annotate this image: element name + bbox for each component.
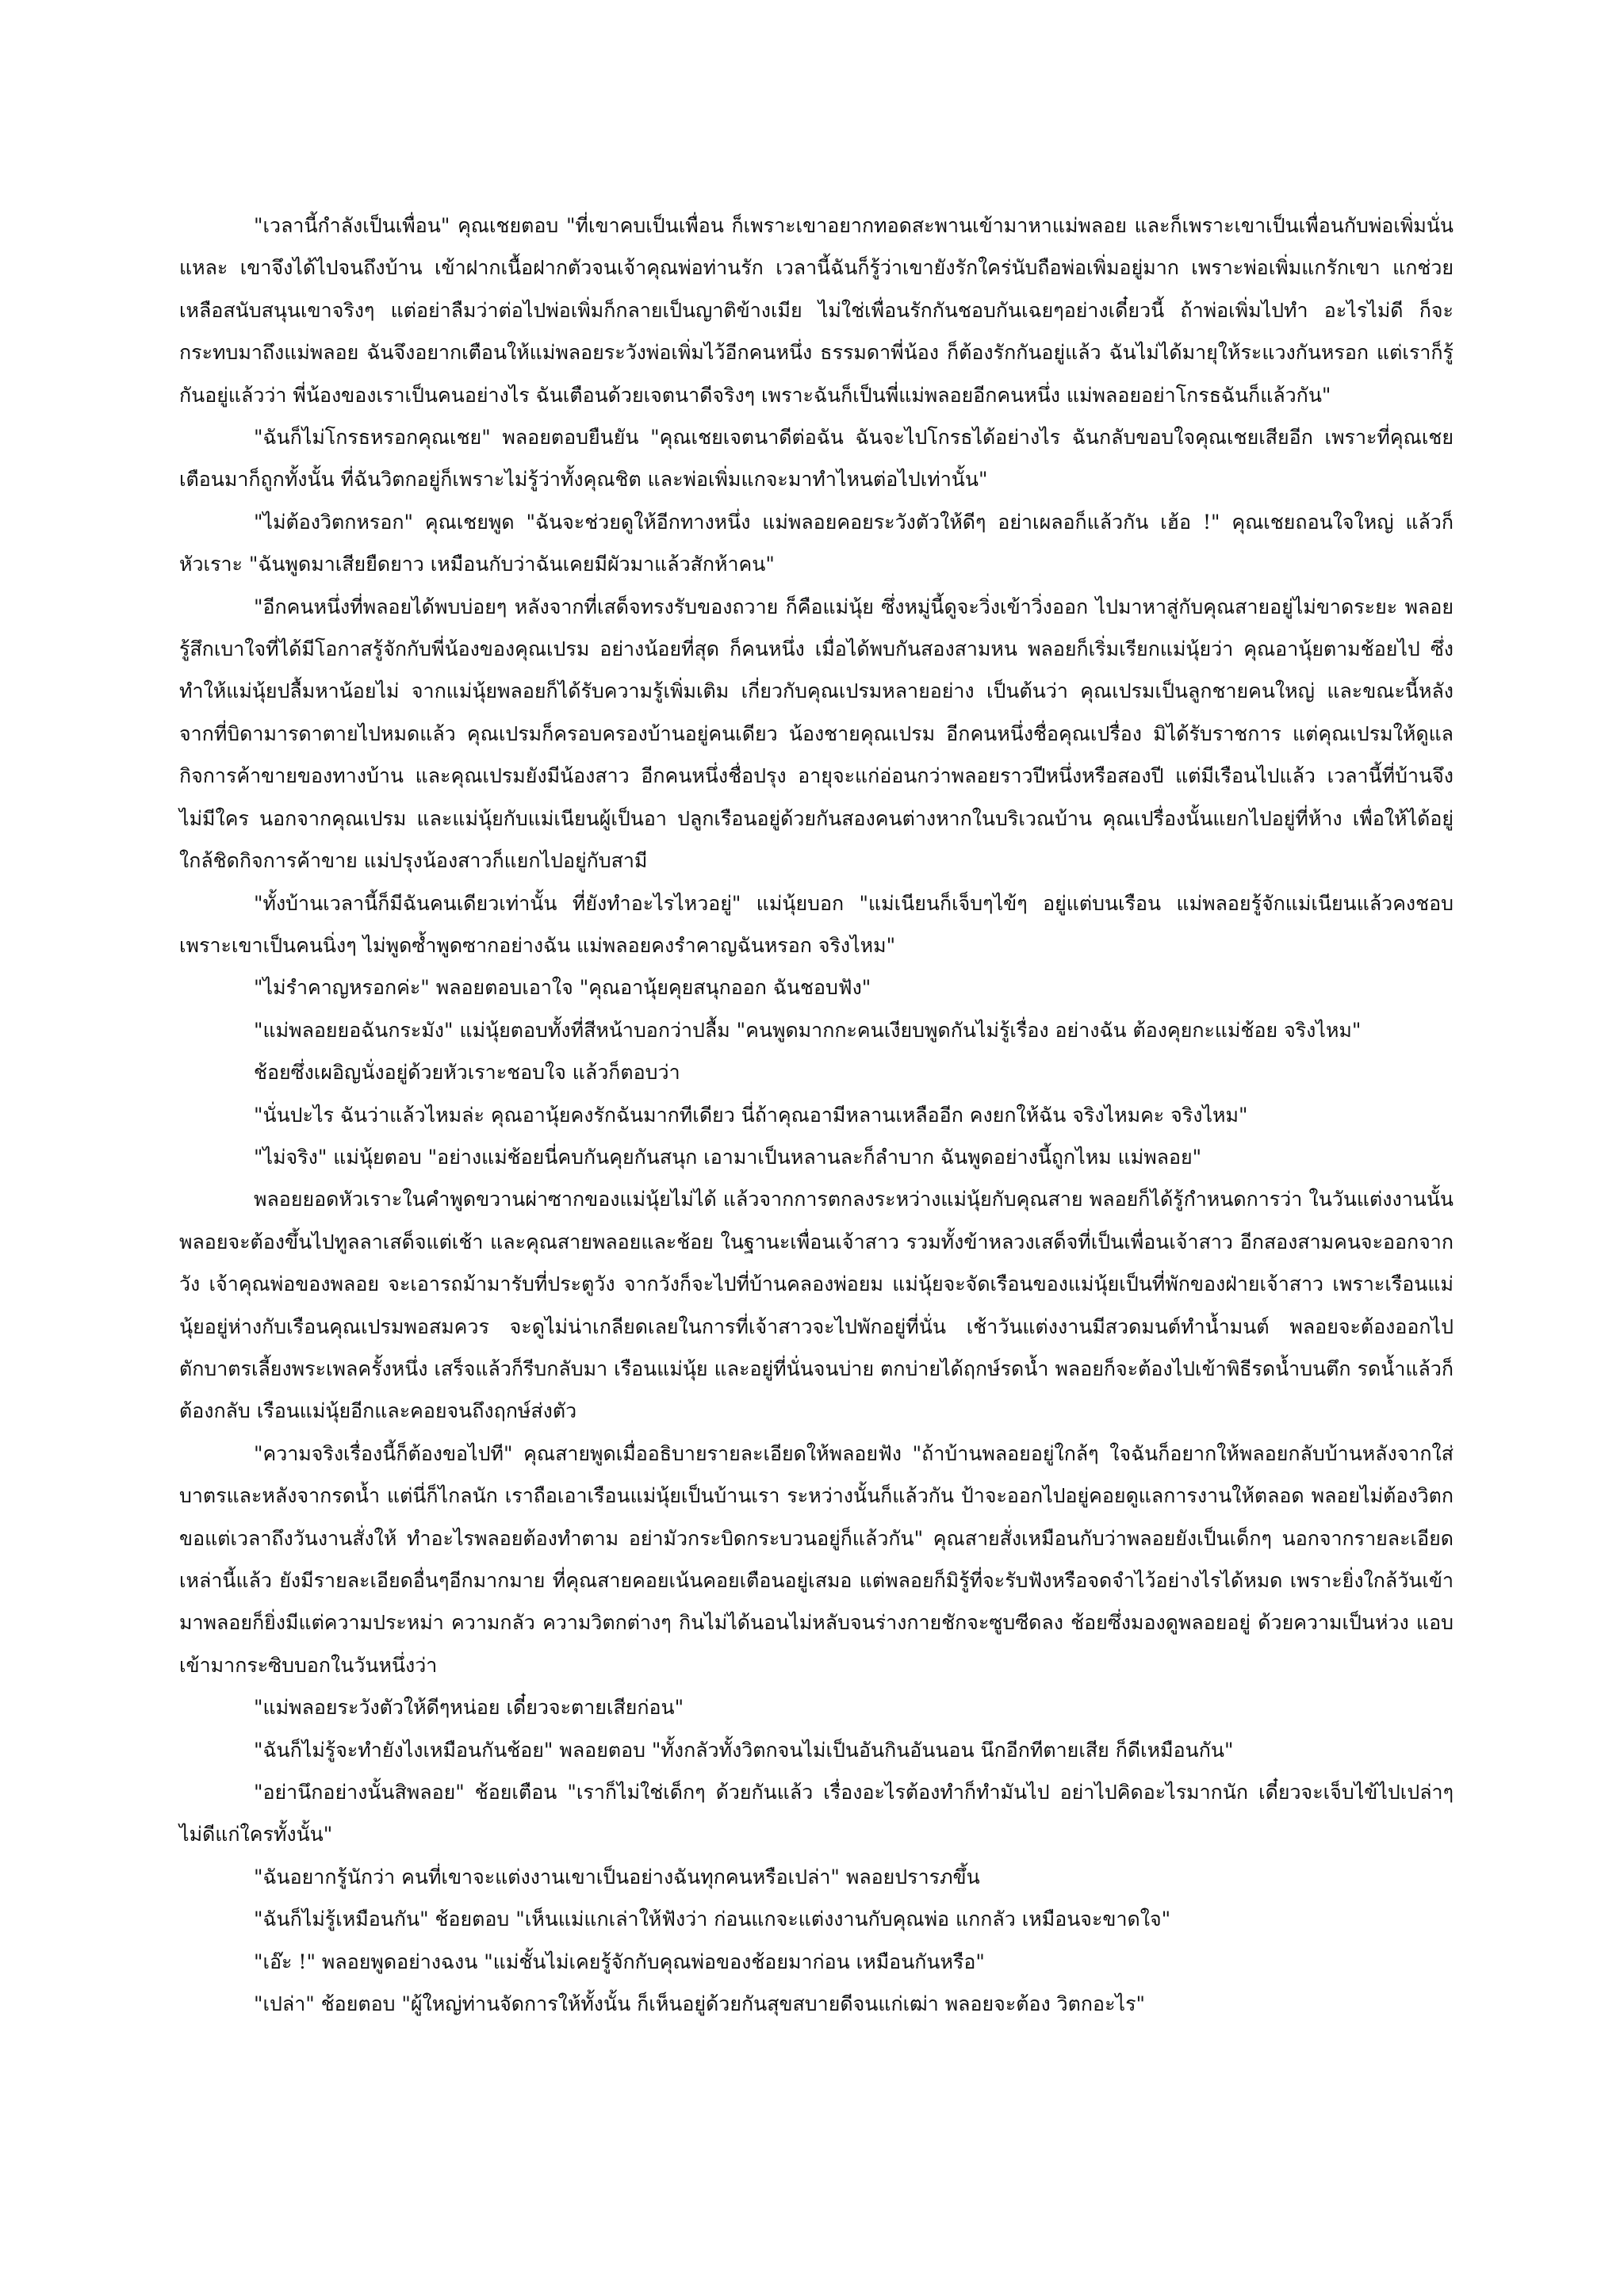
paragraph: "เวลานี้กำลังเป็นเพื่อน" คุณเชยตอบ "ที่เขาคบเป็นเพื่อน ก็เพราะเขาอยากทอดสะพานเข้ามาหาแม่พลอย และก็เพราะเขาเป็นเพื่อนกับพ่อเพิ่มนั่นแหละ เขาจึงได้ไปจนถึงบ้าน เข้าฝากเนื้อฝากตัวจนเจ้าคุณพ่อท่านรัก เวลานี้ฉันก็รู้ว่าเขายังรักใคร่นับถือพ่อเพิ่มอยู่มาก เพราะพ่อเพิ่มแกรักเขา แกช่วยเหลือสนับสนุนเขาจริงๆ แต่อย่าลืมว่าต่อไปพ่อเพิ่มก็กลายเป็นญาติข้างเมีย ไม่ใช่เพื่อนรักกันชอบกันเฉยๆอย่างเดี๋ยวนี้ ถ้าพ่อเพิ่มไปทำ อะไรไม่ดี ก็จะกระทบมาถึงแม่พลอย ฉันจึงอยากเตือนให้แม่พลอยระวังพ่อเพิ่มไว้อีกคนหนึ่ง ธรรมดาพี่น้อง ก็ต้องรักกันอยู่แล้ว ฉันไม่ได้มายุให้ระแวงกันหรอก แต่เราก็รู้กันอยู่แล้วว่า พี่น้องของเราเป็นคนอย่างไร ฉันเตือนด้วยเจตนาดีจริงๆ เพราะฉันก็เป็นพี่แม่พลอยอีกคนหนึ่ง แม่พลอยอย่าโกรธฉันก็แล้วกัน" xyxy=(179,214,1454,407)
paragraph: "เอ๊ะ !" พลอยพูดอย่างฉงน "แม่ชั้นไม่เคยรู้จักกับคุณพ่อของช้อยมาก่อน เหมือนกันหรือ" xyxy=(254,1950,985,1973)
paragraph: ช้อยซึ่งเผอิญนั่งอยู่ด้วยหัวเราะชอบใจ แล้วก็ตอบว่า xyxy=(254,1061,680,1085)
paragraph: พลอยยอดหัวเราะในคำพูดขวานผ่าซากของแม่นุ้ยไม่ได้ แล้วจากการตกลงระหว่างแม่นุ้ยกับคุณสาย พลอยก็ได้รู้กำหนดการว่า ในวันแต่งงานนั้น พลอยจะต้องขึ้นไปทูลลาเสด็จแต่เช้า และคุณสายพลอยและช้อย ในฐานะเพื่อนเจ้าสาว รวมทั้งข้าหลวงเสด็จที่เป็นเพื่อนเจ้าสาว อีกสองสามคนจะออกจากวัง เจ้าคุณพ่อของพลอย จะเอารถม้ามารับที่ประตูวัง จากวังก็จะไปที่บ้านคลองพ่อยม แม่นุ้ยจะจัดเรือนของแม่นุ้ยเป็นที่พักของฝ่ายเจ้าสาว เพราะเรือนแม่นุ้ยอยู่ห่างกับเรือนคุณเปรมพอสมควร จะดูไม่น่าเกลียดเลยในการที่เจ้าสาวจะไปพักอยู่ที่นั่น เช้าวันแต่งงานมีสวดมนต์ทำน้ำมนต์ พลอยจะต้องออกไปตักบาตรเลี้ยงพระเพลครั้งหนึ่ง เสร็จแล้วก็รีบกลับมา เรือนแม่นุ้ย และอยู่ที่นั่นจนบ่าย ตกบ่ายได้ฤกษ์รดน้ำ พลอยก็จะต้องไปเข้าพิธีรดน้ำบนตึก รดน้ำแล้วก็ต้องกลับ เรือนแม่นุ้ยอีกและคอยจนถึงฤกษ์ส่งตัว xyxy=(179,1188,1454,1423)
paragraph: "ทั้งบ้านเวลานี้ก็มีฉันคนเดียวเท่านั้น ที่ยังทำอะไรไหวอยู่" แม่นุ้ยบอก "แม่เนียนก็เจ็บๆไข้ๆ อยู่แต่บนเรือน แม่พลอยรู้จักแม่เนียนแล้วคงชอบ เพราะเขาเป็นคนนิ่งๆ ไม่พูดซ้ำพูดซากอย่างฉัน แม่พลอยคงรำคาญฉันหรอก จริงไหม" xyxy=(179,891,1454,957)
document-body xyxy=(179,205,1454,2025)
paragraph: "ฉันอยากรู้นักว่า คนที่เขาจะแต่งงานเขาเป็นอย่างฉันทุกคนหรือเปล่า" พลอยปรารภขึ้น xyxy=(254,1865,980,1888)
paragraph: "อย่านึกอย่างนั้นสิพลอย" ช้อยเตือน "เราก็ไม่ใช่เด็กๆ ด้วยกันแล้ว เรื่องอะไรต้องทำก็ทำมันไป อย่าไปคิดอะไรมากนัก เดี๋ยวจะเจ็บไข้ไปเปล่าๆ ไม่ดีแก่ใครทั้งนั้น" xyxy=(179,1781,1454,1846)
paragraph: "ฉันก็ไม่รู้จะทำยังไงเหมือนกันช้อย" พลอยตอบ "ทั้งกลัวทั้งวิตกจนไม่เป็นอันกินอันนอน นึกอีกทีตายเสีย ก็ดีเหมือนกัน" xyxy=(254,1738,1234,1762)
paragraph: "อีกคนหนึ่งที่พลอยได้พบบ่อยๆ หลังจากที่เสด็จทรงรับของถวาย ก็คือแม่นุ้ย ซึ่งหมู่นี้ดูจะวิ่งเข้าวิ่งออก ไปมาหาสู่กับคุณสายอยู่ไม่ขาดระยะ พลอยรู้สึกเบาใจที่ได้มีโอกาสรู้จักกับพี่น้องของคุณเปรม อย่างน้อยที่สุด ก็คนหนึ่ง เมื่อได้พบกันสองสามหน พลอยก็เริ่มเรียกแม่นุ้ยว่า คุณอานุ้ยตามช้อยไป ซึ่งทำให้แม่นุ้ยปลื้มหาน้อยไม่ จากแม่นุ้ยพลอยก็ได้รับความรู้เพิ่มเติม เกี่ยวกับคุณเปรมหลายอย่าง เป็นต้นว่า คุณเปรมเป็นลูกชายคนใหญ่ และขณะนี้หลังจากที่บิดามารดาตายไปหมดแล้ว คุณเปรมก็ครอบครองบ้านอยู่คนเดียว น้องชายคุณเปรม อีกคนหนึ่งชื่อคุณเปรื่อง มิได้รับราชการ แต่คุณเปรมให้ดูแลกิจการค้าขายของทางบ้าน และคุณเปรมยังมีน้องสาว อีกคนหนึ่งชื่อปรุง อายุจะแก่อ่อนกว่าพลอยราวปีหนึ่งหรือสองปี แต่มีเรือนไปแล้ว เวลานี้ที่บ้านจึงไม่มีใคร นอกจากคุณเปรม และแม่นุ้ยกับแม่เนียนผู้เป็นอา ปลูกเรือนอยู่ด้วยกันสองคนต่างหากในบริเวณบ้าน คุณเปรื่องนั้นแยกไปอยู่ที่ห้าง เพื่อให้ได้อยู่ใกล้ชิดกิจการค้าขาย แม่ปรุงน้องสาวก็แยกไปอยู่กับสามี xyxy=(179,595,1454,873)
paragraph: "ไม่ต้องวิตกหรอก" คุณเชยพูด "ฉันจะช่วยดูให้อีกทางหนึ่ง แม่พลอยคอยระวังตัวให้ดีๆ อย่าเผลอก็แล้วกัน เฮ้อ !" คุณเชยถอนใจใหญ่ แล้วก็หัวเราะ "ฉันพูดมาเสียยืดยาว เหมือนกับว่าฉันเคยมีผัวมาแล้วสักห้าคน" xyxy=(179,510,1454,576)
paragraph: "ฉันก็ไม่โกรธหรอกคุณเชย" พลอยตอบยืนยัน "คุณเชยเจตนาดีต่อฉัน ฉันจะไปโกรธได้อย่างไร ฉันกลับขอบใจคุณเชยเสียอีก เพราะที่คุณเชยเตือนมาก็ถูกทั้งนั้น ที่ฉันวิตกอยู่ก็เพราะไม่รู้ว่าทั้งคุณชิต และพ่อเพิ่มแกจะมาทำไหนต่อไปเท่านั้น" xyxy=(179,426,1454,492)
paragraph: "ไม่รำคาญหรอกค่ะ" พลอยตอบเอาใจ "คุณอานุ้ยคุยสนุกออก ฉันชอบฟัง" xyxy=(254,976,871,1000)
paragraph: "เปล่า" ช้อยตอบ "ผู้ใหญ่ท่านจัดการให้ทั้งนั้น ก็เห็นอยู่ด้วยกันสุขสบายดีจนแก่เฒ่า พลอยจะต้อง วิตกอะไร" xyxy=(254,1992,1145,2016)
paragraph: "ไม่จริง" แม่นุ้ยตอบ "อย่างแม่ช้อยนี่คบกันคุยกันสนุก เอามาเป็นหลานละก็ลำบาก ฉันพูดอย่างนี้ถูกไหม แม่พลอย" xyxy=(254,1145,1202,1169)
paragraph: "แม่พลอยยอฉันกระมัง" แม่นุ้ยตอบทั้งที่สีหน้าบอกว่าปลื้ม "คนพูดมากกะคนเงียบพูดกันไม่รู้เรื่อง อย่างฉัน ต้องคุยกะแม่ช้อย จริงไหม" xyxy=(254,1018,1362,1042)
paragraph: "นั่นปะไร ฉันว่าแล้วไหมล่ะ คุณอานุ้ยคงรักฉันมากทีเดียว นี่ถ้าคุณอามีหลานเหลืออีก คงยกให้ฉัน จริงไหมคะ จริงไหม" xyxy=(254,1103,1248,1127)
paragraph: "แม่พลอยระวังตัวให้ดีๆหน่อย เดี๋ยวจะตายเสียก่อน" xyxy=(254,1696,684,1720)
paragraph: "ความจริงเรื่องนี้ก็ต้องขอไปที" คุณสายพูดเมื่ออธิบายรายละเอียดให้พลอยฟัง "ถ้าบ้านพลอยอยู่ใกล้ๆ ใจฉันก็อยากให้พลอยกลับบ้านหลังจากใส่บาตรและหลังจากรดน้ำ แต่นี่ก็ไกลนัก เราถือเอาเรือนแม่นุ้ยเป็นบ้านเรา ระหว่างนั้นก็แล้วกัน ป้าจะออกไปอยู่คอยดูแลการงานให้ตลอด พลอยไม่ต้องวิตก ขอแต่เวลาถึงวันงานสั่งให้ ทำอะไรพลอยต้องทำตาม อย่ามัวกระบิดกระบวนอยู่ก็แล้วกัน" คุณสายสั่งเหมือนกับว่าพลอยยังเป็นเด็กๆ นอกจากรายละเอียดเหล่านี้แล้ว ยังมีรายละเอียดอื่นๆอีกมากมาย ที่คุณสายคอยเน้นคอยเตือนอยู่เสมอ แต่พลอยก็มิรู้ที่จะรับฟังหรือจดจำไว้อย่างไรได้หมด เพราะยิ่งใกล้วันเข้ามาพลอยก็ยิ่งมีแต่ความประหม่า ความกลัว ความวิตกต่างๆ กินไม่ได้นอนไม่หลับจนร่างกายชักจะซูบซีดลง ช้อยซึ่งมองดูพลอยอยู่ ด้วยความเป็นห่วง แอบเข้ามากระซิบบอกในวันหนึ่งว่า xyxy=(179,1441,1454,1677)
paragraph: "ฉันก็ไม่รู้เหมือนกัน" ช้อยตอบ "เห็นแม่แกเล่าให้ฟังว่า ก่อนแกจะแต่งงานกับคุณพ่อ แกกลัว เหมือนจะขาดใจ" xyxy=(254,1908,1171,1931)
